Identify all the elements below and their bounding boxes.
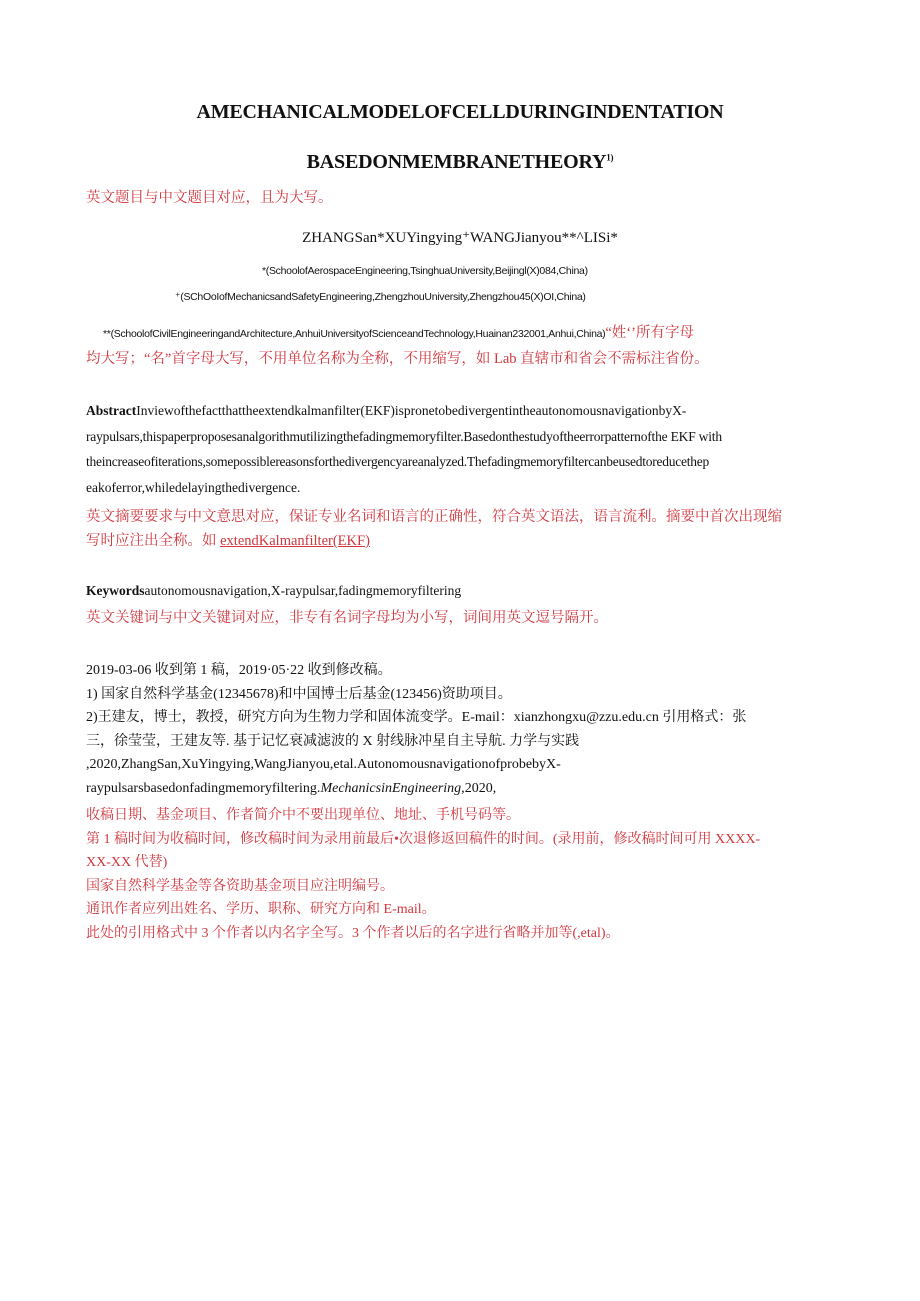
footer-note-1: 收稿日期、基金项目、作者简介中不要出现单位、地址、手机号码等。: [86, 808, 520, 823]
citation-en-2c: 2020,: [464, 780, 497, 796]
abstract-note-2-text: 写时应注出全称。如: [86, 533, 221, 549]
abstract-line-1: [86, 398, 846, 424]
citation-en-2a: raypulsarsbasedonfadingmemoryfiltering.: [86, 780, 321, 796]
title-line-2: [0, 151, 920, 174]
abstract-block: [86, 398, 846, 500]
footer-note-5: 通讯作者应列出姓名、学历、职称、研究方向和 E-mail。: [86, 902, 436, 917]
citation-cn: 三，徐莹莹，王建友等. 基于记忆衰减滤波的 X 射线脉冲星自主导航. 力学与实践: [86, 733, 580, 749]
abstract-text-1: Inviewofthefactthattheextendkalmanfilter(EKF)ispronetobedivergentintheautonomousnavigationbyX-: [136, 403, 687, 418]
author-info: 2)王建友，博士，教授，研究方向为生物力学和固体流变学。E-mail：xianzhongxu@zzu.edu.cn 引用格式：张: [86, 710, 747, 725]
abstract-label: Abstract: [86, 403, 137, 418]
title-line-2-text: BASEDONMEMBRANETHEORY: [306, 151, 607, 173]
title-note: 英文题目与中文题目对应，且为大写。: [86, 190, 333, 206]
citation-en-1: ,2020,ZhangSan,XuYingying,WangJianyou,etal.AutonomousnavigationofprobebyX-: [86, 757, 561, 772]
keywords-line: [86, 578, 461, 604]
fund-info: 1) 国家自然科学基金(12345678)和中国博士后基金(123456)资助项目。: [86, 686, 512, 702]
journal-name: MechanicsinEngineering,: [320, 780, 465, 796]
keywords-label: Keywords: [86, 583, 145, 598]
affiliation-3-row: [103, 322, 694, 345]
affiliation-1: *(SchoolofAerospaceEngineering,TsinghuaUniversity,Beijingl(X)084,China): [262, 265, 588, 277]
author-note-start: “姓‘’所有字母: [605, 325, 694, 341]
title-line-1: AMECHANICALMODELOFCELLDURINGINDENTATION: [196, 101, 724, 123]
author-line: ZHANGSan*XUYingying⁺WANGJianyou**^LISi*: [302, 230, 618, 246]
affiliation-2: ⁺(SChOoIofMechanicsandSafetyEngineering,ZhengzhouUniversity,Zhengzhou45(X)OI,China): [175, 291, 586, 303]
footer-notes: [86, 804, 846, 945]
title-footnote-marker: 1): [606, 152, 614, 163]
footer-note-6: 此处的引用格式中 3 个作者以内名字全写。3 个作者以后的名字进行省略并加等(,etal)。: [86, 925, 620, 941]
abstract-note-2: [86, 530, 370, 553]
footer-note-2: 第 1 稿时间为收稿时间，修改稿时间为录用前最后•次退修返回稿件的时间。(录用前，修改稿时间可用 XXXX-: [86, 831, 761, 847]
footer-note-4: 国家自然科学基金等各资助基金项目应注明编号。: [86, 878, 394, 894]
footer-block: [86, 659, 846, 800]
footer-note-3: XX-XX 代替): [86, 855, 168, 870]
keywords-text: autonomousnavigation,X-raypulsar,fadingmemoryfiltering: [144, 583, 462, 598]
abstract-line-3: theincreaseofiterations,somepossiblereasonsforthedivergencyareanalyzed.Thefadingmemoryfiltercanbeusedtoreducethep: [86, 454, 709, 469]
citation-en-2: [86, 777, 846, 801]
keywords-note: 英文关键词与中文关键词对应，非专有名词字母均为小写，词间用英文逗号隔开。: [86, 610, 608, 626]
abstract-line-2: raypulsars,thispaperproposesanalgorithmutilizingthefadingmemoryfilter.Basedonthestudyoftheerrorpatternofthe EKF with: [86, 428, 722, 444]
author-note-end: 均大写；“名”首字母大写，不用单位名称为全称，不用缩写，如 Lab 直辖市和省会不需标注省份。: [86, 351, 709, 367]
abstract-note-1: 英文摘要要求与中文意思对应，保证专业名词和语言的正确性，符合英文语法，语言流利。摘要中首次出现缩: [86, 509, 782, 525]
received-dates: 2019-03-06 收到第 1 稿，2019·05·22 收到修改稿。: [86, 663, 392, 678]
abstract-note-example: extendKalmanfilter(EKF): [220, 533, 370, 549]
affiliation-3: **(SchoolofCivilEngineeringandArchitecture,AnhuiUniversityofScienceandTechnology,Huainan232001,Anhui,China): [103, 328, 606, 340]
abstract-line-4: eakoferror,whiledelayingthedivergence.: [86, 479, 301, 495]
